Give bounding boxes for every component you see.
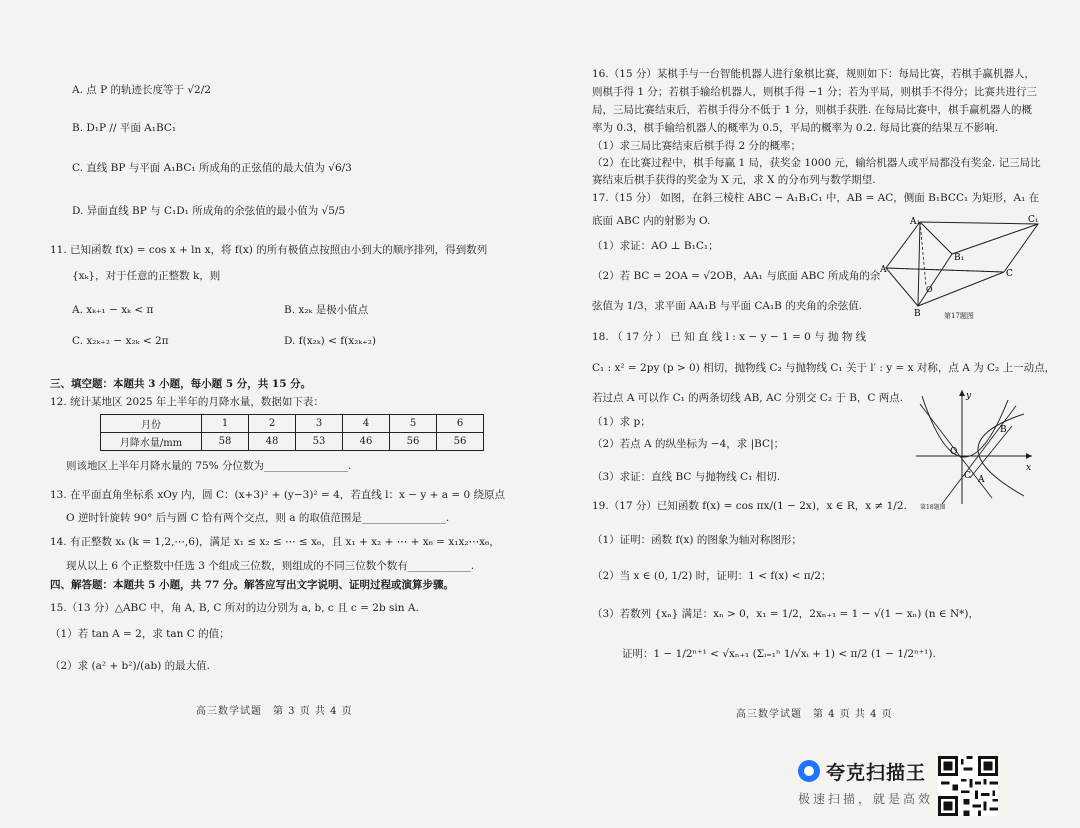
figure-17-label: C₁	[1028, 215, 1039, 225]
page-footer: 高三数学试题 第 3 页 共 4 页	[196, 706, 353, 717]
rainfall-table	[100, 414, 484, 451]
question-16-part1: （1）求三局比赛结束后棋手得 2 分的概率；	[592, 140, 802, 152]
scanner-watermark	[798, 758, 1068, 820]
question-16-line-4: 率为 0.3，棋手输给机器人的概率为 0.5，平局的概率为 0.2. 每局比赛的结果互不影响.	[592, 122, 999, 134]
watermark-slogan: 极速扫描，就是高效	[798, 792, 934, 806]
table-row	[101, 433, 484, 451]
figure-18-label: O	[950, 447, 958, 457]
question-19-part1: （1）证明：函数 f(x) 的图象为轴对称图形；	[592, 534, 802, 546]
question-13-stem-cont: O 逆时针旋转 90° 后与圆 C 恰有两个交点，则 a 的取值范围是________________.	[66, 512, 450, 524]
question-16-part2: （2）在比赛过程中，棋手每赢 1 局，获奖金 1000 元，输给机器人或平局都没有奖金. 记三局比	[592, 157, 1041, 169]
table-cell: 56	[437, 433, 484, 451]
option-10c: C. 直线 BP 与平面 A₁BC₁ 所成角的正弦值的最大值为 √6/3	[72, 162, 352, 174]
option-11d: D. f(x₂ₖ) < f(x₂ₖ₊₂)	[284, 335, 377, 347]
figure-18-label: x	[1026, 463, 1032, 473]
option-10d: D. 异面直线 BP 与 C₁D₁ 所成角的余弦值的最小值为 √5/5	[72, 205, 346, 217]
question-19-part2: （2）当 x ∈ (0, 1/2) 时，证明：1 < f(x) < π/2；	[592, 570, 832, 582]
question-19-stem: 19.（17 分）已知函数 f(x) = cos πx/(1 − 2x)，x ∈ R，x ≠ 1/2.	[592, 500, 907, 512]
figure-18-label: B	[1000, 425, 1007, 435]
question-18-part3: （3）求证：直线 BC 与抛物线 C₁ 相切.	[592, 471, 781, 483]
watermark-app-name: 夸克扫描王	[826, 762, 927, 784]
qr-code-icon	[938, 756, 998, 816]
table-cell: 48	[249, 433, 296, 451]
figure-18-parabolas	[912, 386, 1036, 506]
option-11b: B. x₂ₖ 是极小值点	[284, 304, 369, 316]
question-15-part2: （2）求 (a² + b²)/(ab) 的最大值.	[50, 660, 210, 672]
question-14-stem: 14. 有正整数 xₖ (k = 1,2,⋯,6)，满足 x₁ ≤ x₂ ≤ ⋯ ≤ x₆，且 x₁ + x₂ + ⋯ + x₆ = x₁x₂⋯x₆，	[50, 536, 500, 548]
table-row-label: 月降水量/mm	[101, 433, 202, 451]
question-14-stem-cont: 现从以上 6 个正整数中任选 3 个组成三位数，则组成的不同三位数个数有____________.	[66, 560, 475, 572]
question-17-part1: （1）求证：AO ⊥ B₁C₁；	[592, 240, 719, 252]
page-footer: 高三数学试题 第 4 页 共 4 页	[736, 709, 893, 720]
option-10a: A. 点 P 的轨迹长度等于 √2/2	[72, 84, 211, 96]
table-cell: 58	[202, 433, 249, 451]
figure-17-label: B	[914, 309, 921, 319]
table-cell: 53	[296, 433, 343, 451]
question-17-part2: （2）若 BC = 2OA = √2OB，AA₁ 与底面 ABC 所成角的余	[592, 270, 881, 282]
figure-18-caption: 第18题图	[920, 504, 946, 511]
table-header-cell: 2	[249, 415, 296, 433]
question-16-line-3: 局，三局比赛结束后，若棋手得分不低于 1 分，则棋手获胜. 在每局比赛中，棋手赢机器人的概	[592, 104, 1033, 116]
question-15-stem: 15.（13 分）△ABC 中，角 A, B, C 所对的边分别为 a, b, c 且 c = 2b sin A.	[50, 602, 419, 614]
question-18-stem-cont2: 若过点 A 可以作 C₁ 的两条切线 AB, AC 分别交 C₂ 于 B，C 两点.	[592, 392, 904, 404]
question-15-part1: （1）若 tan A = 2，求 tan C 的值；	[50, 628, 230, 640]
figure-17-label: B₁	[954, 253, 965, 263]
figure-18-label: A	[978, 475, 985, 485]
question-16-line-1: 16.（15 分）某棋手与一台智能机器人进行象棋比赛，规则如下：每局比赛，若棋手赢机器人，	[592, 68, 1035, 80]
question-11-stem: 11. 已知函数 f(x) = cos x + ln x，将 f(x) 的所有极值点按照由小到大的顺序排列，得到数列	[50, 244, 488, 256]
question-19-part3: （3）若数列 {xₙ} 满足：xₙ > 0，x₁ = 1/2，2xₙ₊₁ = 1 − √(1 − xₙ) (n ∈ N*)，	[592, 608, 980, 620]
question-12-ask: 则该地区上半年月降水量的 75% 分位数为________________.	[66, 460, 352, 472]
section-3-heading: 三、填空题：本题共 3 小题，每小题 5 分，共 15 分。	[50, 378, 312, 390]
table-header-cell: 月份	[101, 415, 202, 433]
figure-17-label: A	[880, 265, 887, 275]
section-4-heading: 四、解答题：本题共 5 小题，共 77 分。解答应写出文字说明、证明过程或演算步骤。	[50, 579, 455, 591]
option-11c: C. x₂ₖ₊₂ − x₂ₖ < 2π	[72, 335, 169, 347]
question-17-stem: 17.（15 分） 如图，在斜三棱柱 ABC − A₁B₁C₁ 中，AB = AC，侧面 B₁BCC₁ 为矩形，A₁ 在	[592, 192, 1040, 204]
figure-18-label: y	[966, 391, 972, 401]
option-11a: A. xₖ₊₁ − xₖ < π	[72, 304, 154, 316]
figure-17-prism	[880, 214, 1040, 324]
question-18-part1: （1）求 p；	[592, 416, 651, 428]
question-18-stem-cont: C₁ : x² = 2py (p > 0) 相切，抛物线 C₂ 与抛物线 C₁ 关于 l′ : y = x 对称，点 A 为 C₂ 上一动点，	[592, 362, 1056, 374]
table-header-cell: 3	[296, 415, 343, 433]
question-16-line-2: 则棋手得 1 分；若棋手输给机器人，则棋手得 −1 分；若为平局，则棋手不得分；比赛共进行三	[592, 86, 1038, 98]
table-cell: 56	[390, 433, 437, 451]
option-10b: B. D₁P // 平面 A₁BC₁	[72, 122, 177, 134]
table-row	[101, 415, 484, 433]
question-19-part3-proof: 证明：1 − 1/2ⁿ⁺¹ < √xₙ₊₁ (Σᵢ₌₁ⁿ 1/√xᵢ + 1) < π/2 (1 − 1/2ⁿ⁺¹).	[622, 648, 936, 660]
question-18-part2: （2）若点 A 的纵坐标为 −4，求 |BC|；	[592, 438, 785, 450]
right-exam-page	[540, 0, 1080, 828]
figure-17-label: A₁	[910, 217, 921, 227]
question-17-part2-cont: 弦值为 1/3，求平面 AA₁B 与平面 CA₁B 的夹角的余弦值.	[592, 300, 863, 312]
question-18-stem: 18. （ 17 分 ） 已 知 直 线 l : x − y − 1 = 0 与 抛 物 线	[592, 331, 867, 343]
question-17-stem-cont: 底面 ABC 内的射影为 O.	[592, 215, 711, 227]
question-16-part2-cont: 赛结束后棋手获得的奖金为 X 元，求 X 的分布列与数学期望.	[592, 174, 876, 186]
question-11-stem-cont: {xₖ}，对于任意的正整数 k，则	[72, 270, 221, 282]
figure-17-label: O	[926, 285, 933, 294]
table-cell: 46	[343, 433, 390, 451]
figure-17-caption: 第17题图	[944, 312, 974, 320]
quark-logo-icon	[798, 760, 820, 782]
figure-18-label: C	[964, 471, 971, 481]
question-12-stem: 12. 统计某地区 2025 年上半年的月降水量，数据如下表：	[50, 396, 324, 408]
table-header-cell: 1	[202, 415, 249, 433]
table-header-cell: 4	[343, 415, 390, 433]
figure-17-label: C	[1006, 269, 1013, 279]
table-header-cell: 5	[390, 415, 437, 433]
table-header-cell: 6	[437, 415, 484, 433]
question-13-stem: 13. 在平面直角坐标系 xOy 内，圆 C：(x+3)² + (y−3)² = 4，若直线 l：x − y + a = 0 绕原点	[50, 489, 506, 501]
